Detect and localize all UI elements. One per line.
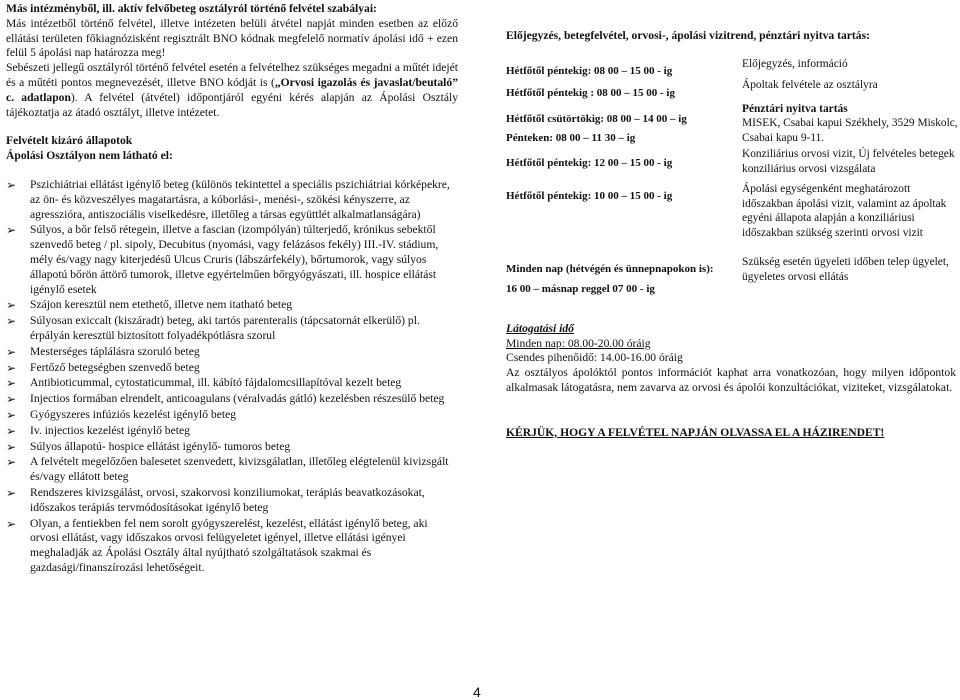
intro-text: Más intézetből történő felvétel, illetve intézeten belüli átvétel napját minden esetben az előző ellátási területen főkiagnózisként regisztrált BNO kódnak megfelelő normatív ápolási idő + ezen felül 5 ápolási nap határozza meg! <box>6 16 458 60</box>
schedule-desc: Pénztári nyitva tartás <box>742 102 848 115</box>
list-item: ➢ Szájon keresztül nem etethető, illetve nem itatható beteg <box>6 298 293 313</box>
arrow-bullet-icon: ➢ <box>6 360 17 375</box>
left-column <box>6 2 458 577</box>
list-item: ➢ Súlyos állapotú- hospice ellátást igénylő- tumoros beteg <box>6 439 291 454</box>
schedule-time: Pénteken: 08 00 – 11 30 – ig <box>506 131 636 144</box>
exclusion-title: Felvételt kizáró állapotok <box>6 134 133 148</box>
list-item: ➢ Pszichiátriai ellátást igénylő beteg (különös tekintettel a speciális pszichiátriai kórképekre, az ön- és közveszélyes magatartásra, a kóborlási-, menési-, szökési kényszerre, az agresszióra, antiszociális viselkedésre, illetőleg a társas együttlét alkalmatlanságára) <box>6 177 450 221</box>
schedule-time: Hétfőtől péntekig: 08 00 – 15 00 - ig <box>506 64 673 77</box>
arrow-bullet-icon: ➢ <box>6 223 17 238</box>
schedule-time: Hétfőtől péntekig : 08 00 – 15 00 - ig <box>506 86 675 99</box>
list-item: ➢ Iv. injectios kezelést igénylő beteg <box>6 423 190 438</box>
arrow-bullet-icon: ➢ <box>6 298 17 313</box>
arrow-bullet-icon: ➢ <box>6 423 17 438</box>
arrow-bullet-icon: ➢ <box>6 516 17 531</box>
visit-title: Látogatási idő <box>506 321 574 335</box>
schedule-time: Minden nap (hétvégén és ünnepnapokon is): <box>506 262 714 275</box>
schedule-desc: Ápoltak felvétele az osztályra <box>742 78 878 91</box>
arrow-bullet-icon: ➢ <box>6 439 17 454</box>
list-item: ➢ Mesterséges táplálásra szoruló beteg <box>6 344 200 359</box>
list-item: ➢ Súlyosan exiccalt (kiszáradt) beteg, aki tartós parenteralis (tápcsatornát elkerülő) pl. érpályán keresztül biztosított folyadékpótlásra szorul <box>6 314 420 342</box>
house-rules-notice: KÉRJÜK, HOGY A FELVÉTEL NAPJÁN OLVASSA EL A HÁZIRENDET! <box>506 425 885 439</box>
schedule-title: Előjegyzés, betegfelvétel, orvosi-, ápolási vizitrend, pénztári nyitva tartás: <box>506 29 870 42</box>
list-item: ➢ Rendszeres kivizsgálást, orvosi, szakorvosi konziliumokat, terápiás beavatkozásokat, időszakos terápiás tervmódosításokat igénylő beteg <box>6 485 425 514</box>
list-item: ➢ Olyan, a fentiekben fel nem sorolt gyógyszerelést, kezelést, ellátást igénylő beteg, aki orvosi ellátást, vagy időszakos orvosi felügyeletet igényel, illetve ellátási igényei meghaladják az Ápolási Osztály által nyújtható szolgáltatások szakmai és gazdasági/finanszírozási lehetőségeit. <box>6 516 428 574</box>
arrow-bullet-icon: ➢ <box>6 314 17 329</box>
schedule-time: Hétfőtől péntekig: 12 00 – 15 00 - ig <box>506 156 673 169</box>
list-item: ➢ A felvételt megelőzően balesetet szenvedett, kivizsgálatlan, illetőleg elégtelenül kivizsgált és/vagy ellátott beteg <box>6 455 449 484</box>
arrow-bullet-icon: ➢ <box>6 344 17 359</box>
visit-text: Az osztályos ápolóktól pontos információt kaphat arra vonatkozóan, hogy milyen időpontok alkalmasak látogatásra, nem zavarva az orvosi és ápolói konzultációkat, viziteket, vizsgálatokat. <box>506 366 956 394</box>
schedule-desc: Szükség esetén ügyeleti időben telep ügyelet, ügyeletes orvosi ellátás <box>742 255 949 283</box>
schedule-time: 16 00 – másnap reggel 07 00 - ig <box>506 282 655 295</box>
right-column <box>506 29 956 441</box>
arrow-bullet-icon: ➢ <box>6 407 17 422</box>
arrow-bullet-icon: ➢ <box>6 177 17 192</box>
schedule-desc: Ápolási egységenként meghatározott időszakban ápolási vizit, valamint az ápoltak egyéni állapota alapján a konziliáriusi időszakban szükség szerinti orvosi vizit <box>742 182 947 240</box>
visit-line-1: Minden nap: 08.00-20.00 óráig <box>506 336 651 350</box>
list-item: ➢ Antibioticummal, cytostaticummal, ill. kábító fájdalomcsillapítóval kezelt beteg <box>6 376 402 391</box>
list-item: ➢ Fertőző betegségben szenvedő beteg <box>6 360 200 375</box>
schedule-desc: Konziliárius orvosi vizit, Új felvételes betegek konziliárius orvosi vizsgálata <box>742 147 955 175</box>
exclusion-list <box>6 178 458 576</box>
list-item: ➢ Injectios formában elrendelt, anticoagulans (véralvadás gátló) kezelésben részesülő beteg <box>6 392 445 407</box>
page-number: 4 <box>473 684 481 700</box>
arrow-bullet-icon: ➢ <box>6 455 17 470</box>
arrow-bullet-icon: ➢ <box>6 485 17 500</box>
schedule-table <box>506 56 956 316</box>
exclusion-subtitle: Ápolási Osztályon nem látható el: <box>6 149 173 163</box>
visit-line-2: Csendes pihenőidő: 14.00-16.00 óráig <box>506 351 683 365</box>
intro-title: Más intézményből, ill. aktív felvőbeteg osztályról történő felvétel szabályai: <box>6 2 377 15</box>
list-item: ➢ Súlyos, a bőr felső rétegein, illetve a fascian (izompólyán) túlterjedő, krónikus sebektől szenvedő beteg / pl. sipoly, Decubitus (nyomási, vagy felázásos fekély) III.-IV. stádium, mély és/vagy nagy kiterjedésű Ulcus Cruris (lábszárfekély), bőrtumorok, vagy súlyos állapotú bőrön áttörő tumorok, illetve egyértelműen bőrgyógyászati, ill. hospice ellátást igénylő esetek <box>6 223 439 296</box>
list-item: ➢ Gyógyszeres infúziós kezelést igénylő beteg <box>6 407 237 422</box>
arrow-bullet-icon: ➢ <box>6 392 17 407</box>
intro-text-2: Sebészeti jellegű osztályról történő felvétel esetén a felvételhez szükséges megadni a műtét idejét és a műtéti pontos megnevezését, illetve BNO kódját is („Orvosi igazolás és javaslat/beutaló” c. adatlapon). A felvétel (átvétel) időpontjáról egyéni kérés alapján az Ápolási Osztály tájékoztatja az átadó osztályt, illetve intézetet. <box>6 61 458 119</box>
arrow-bullet-icon: ➢ <box>6 376 17 391</box>
schedule-time: Hétfőtől péntekig: 10 00 – 15 00 - ig <box>506 189 673 202</box>
schedule-time: Hétfőtől csütörtökig: 08 00 – 14 00 – ig <box>506 112 687 125</box>
schedule-desc: Előjegyzés, információ <box>742 57 848 70</box>
schedule-desc: MISEK, Csabai kapui Székhely, 3529 Miskolc, Csabai kapu 9-11. <box>742 116 958 144</box>
